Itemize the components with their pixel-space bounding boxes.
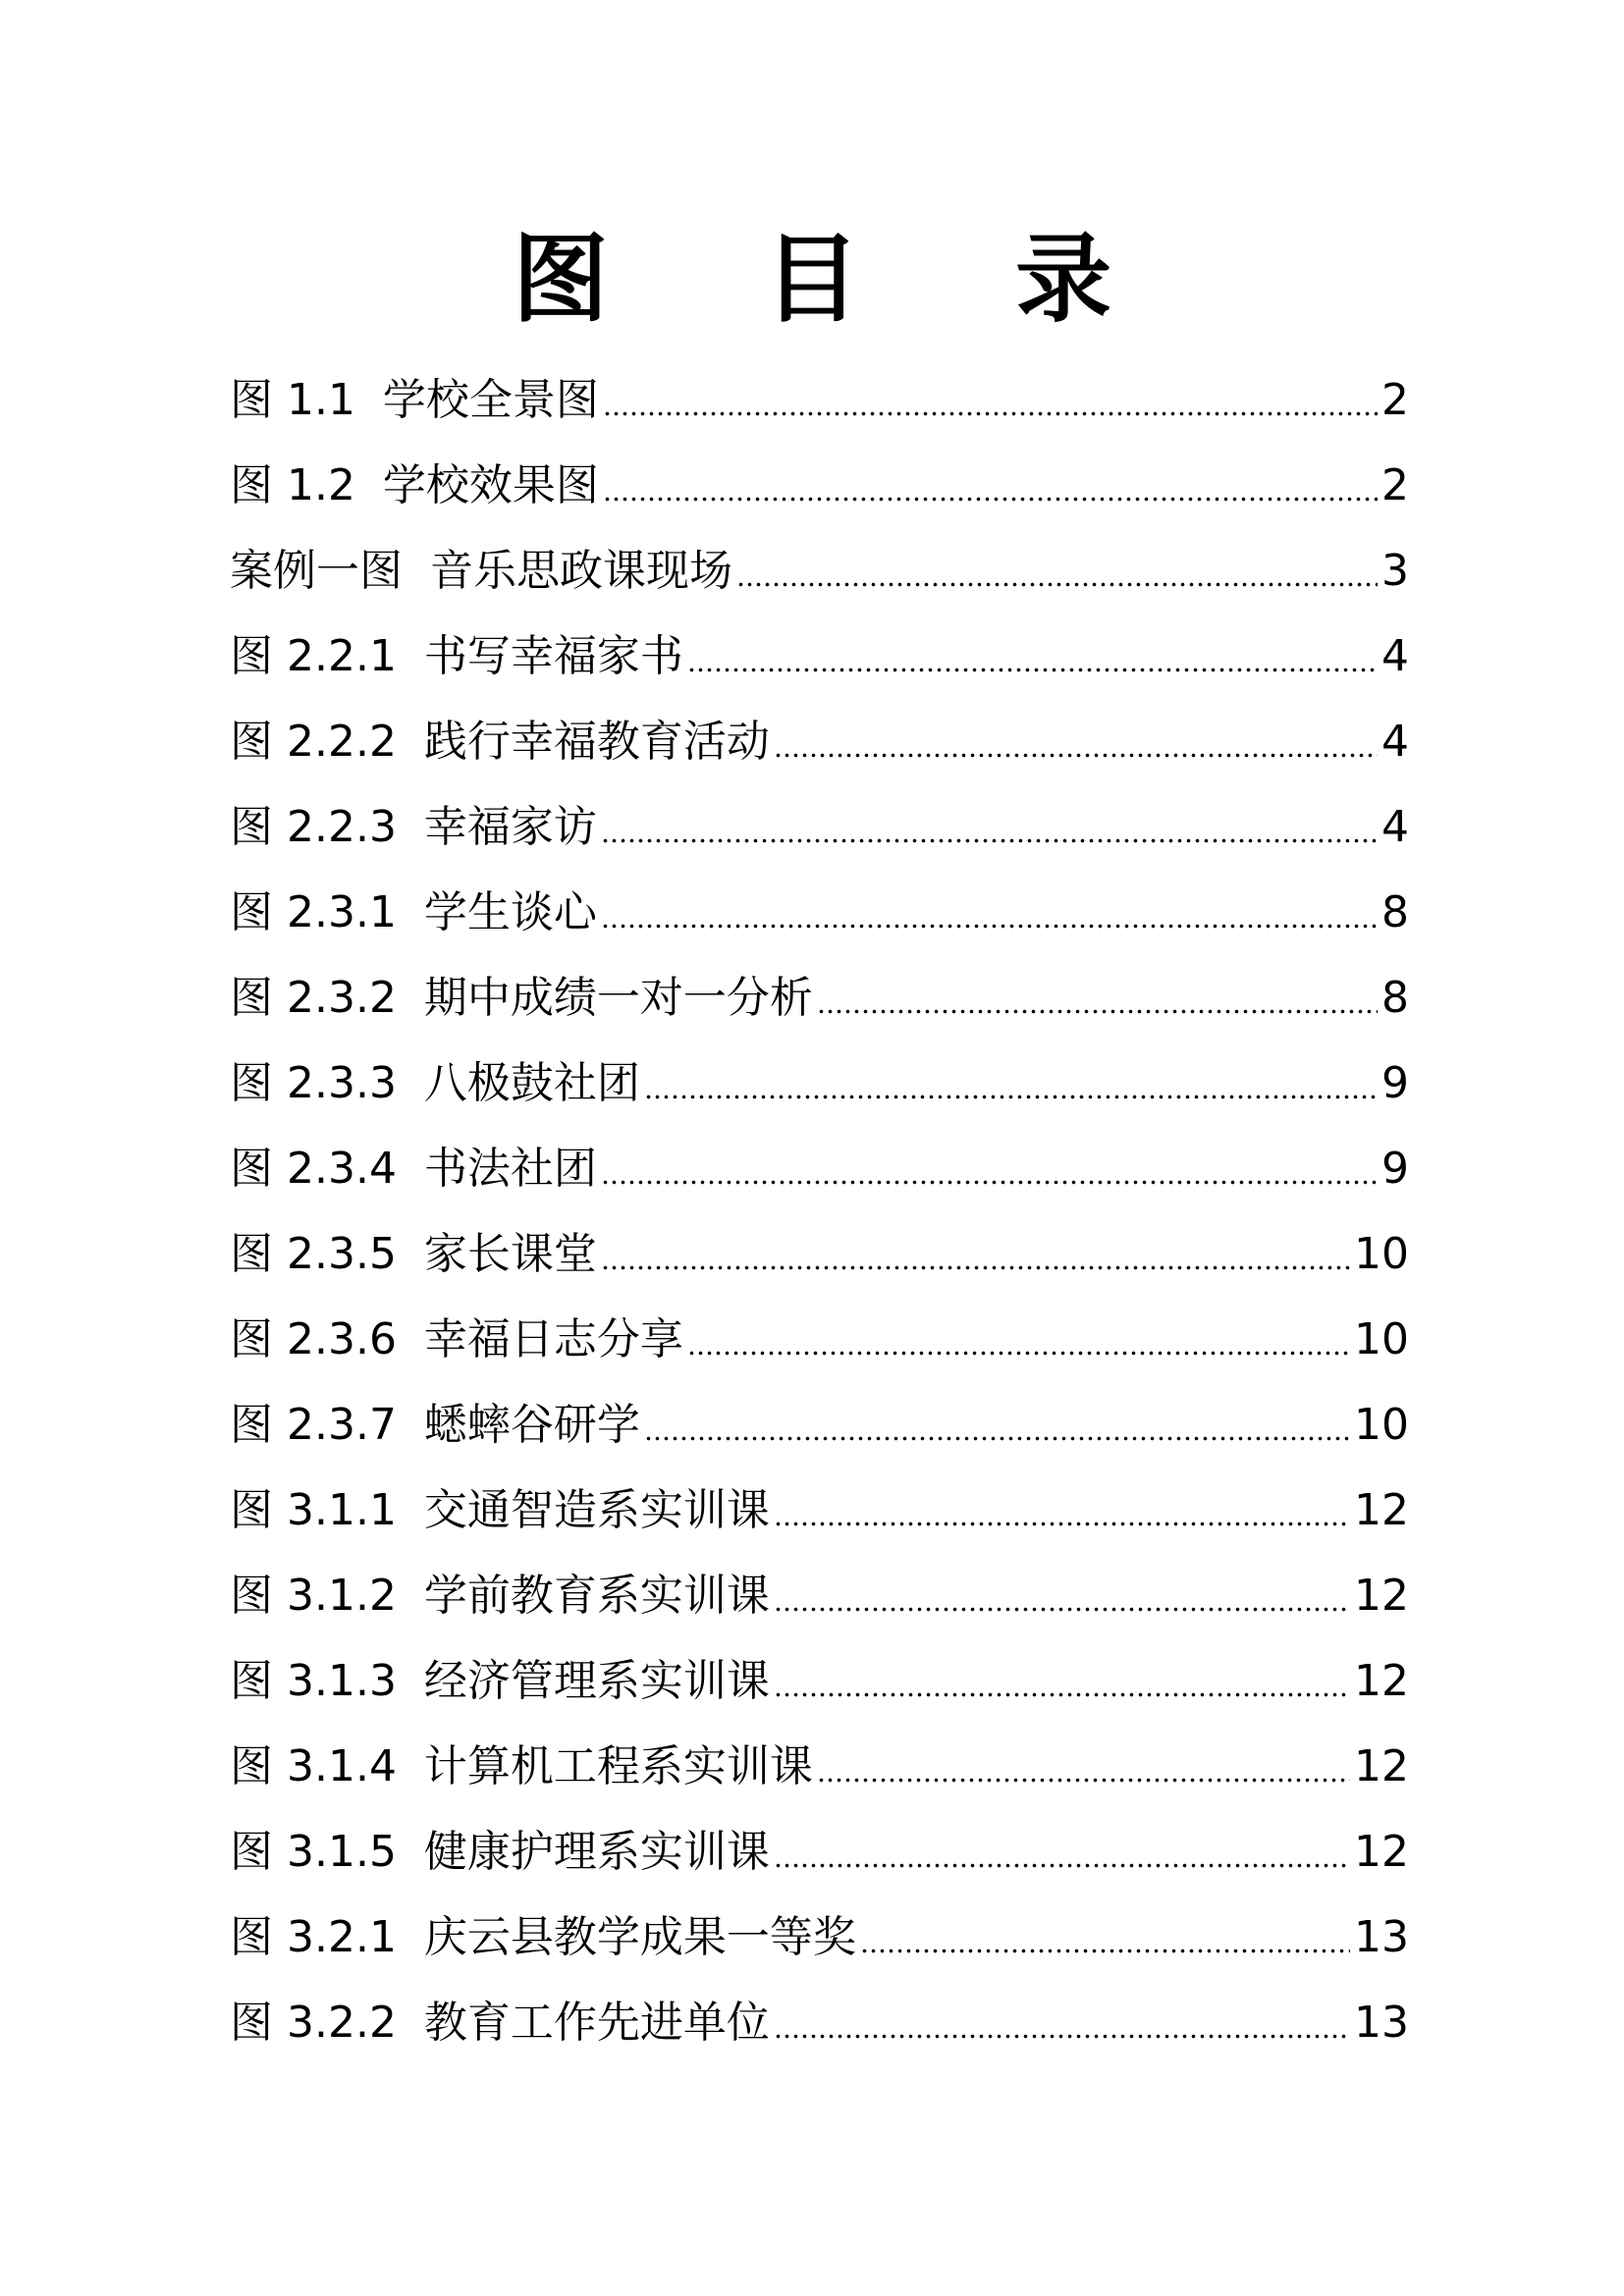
toc-entry[interactable] (230, 955, 1409, 1041)
toc-entry-page: 10 (1354, 1399, 1409, 1450)
toc-entry[interactable] (230, 1553, 1409, 1638)
toc-entry[interactable] (230, 1638, 1409, 1724)
toc-entry-label: 图 1.1 学校全景图 (230, 374, 599, 425)
toc-entry-label: 图 2.3.3 八极鼓社团 (230, 1057, 640, 1108)
toc-entry-page: 10 (1354, 1313, 1409, 1364)
dot-leader (687, 1318, 1350, 1362)
figure-list (230, 357, 1409, 2065)
toc-entry[interactable] (230, 1382, 1409, 1468)
dot-leader (687, 635, 1378, 678)
toc-entry-label: 图 2.3.4 书法社团 (230, 1143, 597, 1194)
toc-entry-page: 8 (1381, 886, 1409, 937)
toc-entry[interactable] (230, 528, 1409, 614)
toc-entry-label: 图 3.2.2 教育工作先进单位 (230, 1997, 770, 2048)
toc-entry-label: 图 2.3.5 家长课堂 (230, 1228, 597, 1279)
toc-entry-page: 13 (1354, 1997, 1409, 2048)
toc-entry[interactable] (230, 1297, 1409, 1382)
toc-entry-label: 图 3.1.1 交通智造系实训课 (230, 1484, 770, 1535)
toc-entry[interactable] (230, 1980, 1409, 2065)
toc-entry-label: 图 2.3.2 期中成绩一对一分析 (230, 972, 813, 1023)
toc-entry-label: 案例一图 音乐思政课现场 (230, 545, 732, 596)
toc-entry-label: 图 2.3.6 幸福日志分享 (230, 1313, 683, 1364)
dot-leader (601, 1148, 1378, 1191)
toc-entry[interactable] (230, 870, 1409, 955)
toc-entry-label: 图 3.1.5 健康护理系实训课 (230, 1826, 770, 1877)
dot-leader (817, 1745, 1350, 1789)
toc-entry[interactable] (230, 1895, 1409, 1980)
dot-leader (603, 464, 1378, 507)
dot-leader (774, 1660, 1350, 1703)
toc-entry[interactable] (230, 1041, 1409, 1126)
toc-entry-label: 图 3.1.3 经济管理系实训课 (230, 1655, 770, 1706)
toc-entry-page: 8 (1381, 972, 1409, 1023)
toc-entry-page: 4 (1381, 630, 1409, 681)
toc-entry[interactable] (230, 1211, 1409, 1297)
toc-entry-page: 10 (1354, 1228, 1409, 1279)
dot-leader (601, 891, 1378, 934)
toc-entry[interactable] (230, 1724, 1409, 1809)
toc-entry-page: 12 (1354, 1740, 1409, 1791)
toc-entry-label: 图 3.1.2 学前教育系实训课 (230, 1570, 770, 1621)
toc-entry[interactable] (230, 784, 1409, 870)
dot-leader (774, 721, 1378, 764)
toc-entry-page: 12 (1354, 1484, 1409, 1535)
dot-leader (644, 1404, 1350, 1447)
toc-entry-page: 4 (1381, 716, 1409, 767)
toc-entry-label: 图 2.2.3 幸福家访 (230, 801, 597, 852)
dot-leader (601, 1233, 1350, 1276)
toc-entry-label: 图 2.2.2 践行幸福教育活动 (230, 716, 770, 767)
toc-entry-label: 图 2.3.1 学生谈心 (230, 886, 597, 937)
dot-leader (774, 1831, 1350, 1874)
toc-entry-label: 图 2.2.1 书写幸福家书 (230, 630, 683, 681)
toc-entry[interactable] (230, 1809, 1409, 1895)
toc-entry[interactable] (230, 1126, 1409, 1211)
dot-leader (603, 379, 1378, 422)
toc-entry-page: 12 (1354, 1570, 1409, 1621)
toc-entry-page: 13 (1354, 1911, 1409, 1962)
dot-leader (644, 1062, 1378, 1105)
page-title: 图 目 录 (512, 224, 1173, 336)
dot-leader (774, 2002, 1350, 2045)
toc-entry-page: 4 (1381, 801, 1409, 852)
dot-leader (736, 550, 1378, 593)
toc-entry-page: 12 (1354, 1655, 1409, 1706)
dot-leader (601, 806, 1378, 849)
toc-entry[interactable] (230, 1468, 1409, 1553)
toc-entry-page: 2 (1381, 374, 1409, 425)
toc-entry-page: 3 (1381, 545, 1409, 596)
toc-entry-page: 2 (1381, 459, 1409, 510)
toc-entry-page: 9 (1381, 1057, 1409, 1108)
toc-entry[interactable] (230, 614, 1409, 699)
dot-leader (817, 977, 1378, 1020)
toc-entry[interactable] (230, 357, 1409, 443)
toc-entry[interactable] (230, 699, 1409, 784)
toc-entry-label: 图 1.2 学校效果图 (230, 459, 599, 510)
toc-entry-label: 图 2.3.7 蟋蟀谷研学 (230, 1399, 640, 1450)
toc-entry[interactable] (230, 443, 1409, 528)
dot-leader (774, 1489, 1350, 1532)
toc-entry-label: 图 3.2.1 庆云县教学成果一等奖 (230, 1911, 856, 1962)
toc-entry-page: 9 (1381, 1143, 1409, 1194)
toc-entry-label: 图 3.1.4 计算机工程系实训课 (230, 1740, 813, 1791)
title-container (0, 221, 1624, 339)
dot-leader (774, 1575, 1350, 1618)
toc-entry-page: 12 (1354, 1826, 1409, 1877)
dot-leader (860, 1916, 1350, 1959)
